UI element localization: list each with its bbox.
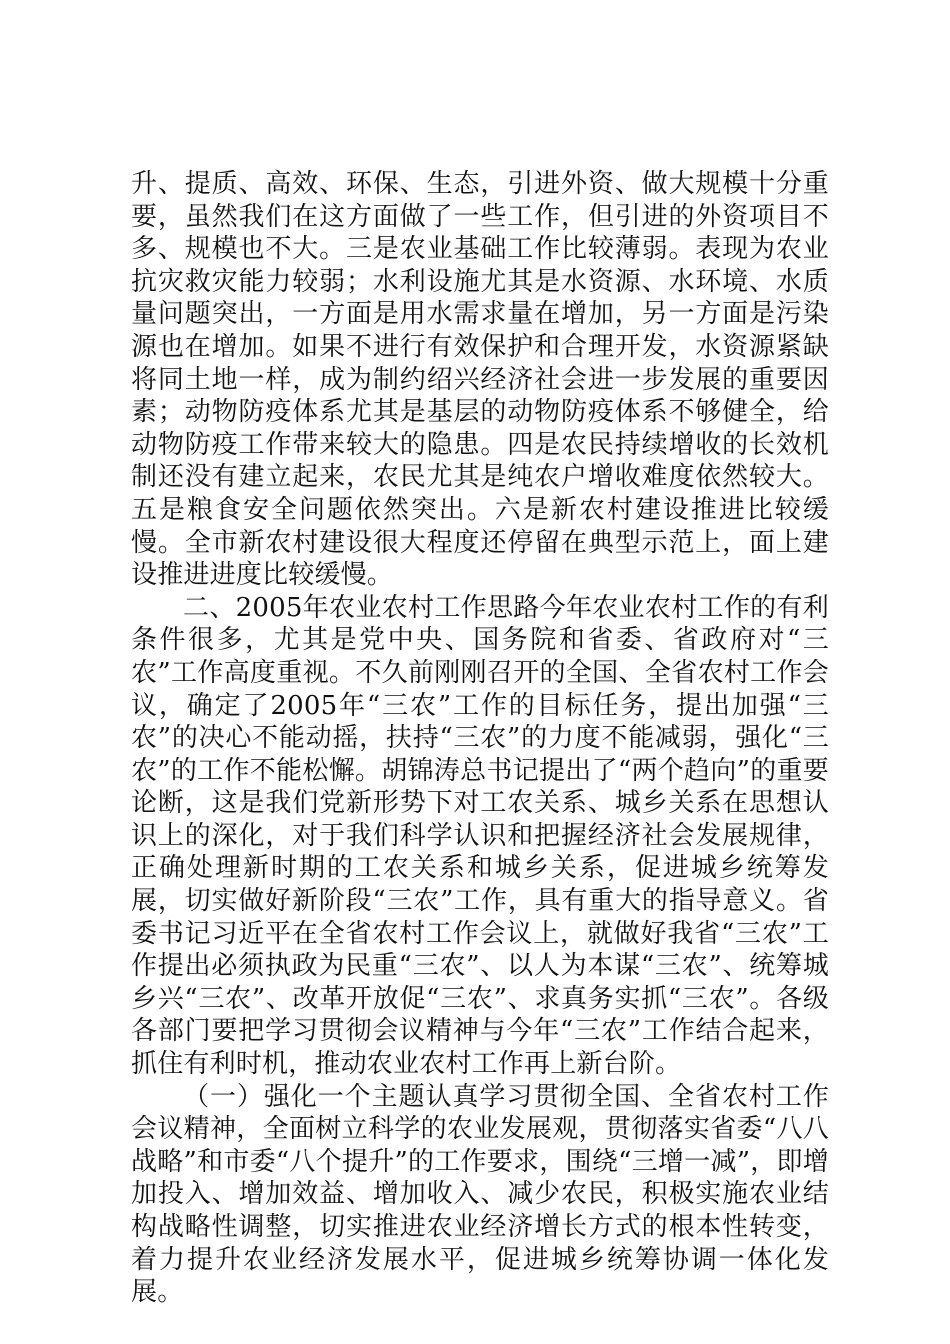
paragraph-work-approach: 二、2005年农业农村工作思路今年农业农村工作的有利条件很多，尤其是党中央、国务院和省委、省政府对“三农”工作高度重视。不久前刚刚召开的全国、全省农村工作会议，确定了2005年“三农”工作的目标任务，提出加强“三农”的决心不能动摇，扶持“三农”的力度不能减弱，强化“三农”的工作不能松懈。胡锦涛总书记提出了“两个趋向”的重要论断，这是我们党新形势下对工农关系、城乡关系在思想认识上的深化，对于我们科学认识和把握经济社会发展规律，正确处理新时期的工农关系和城乡关系，促进城乡统筹发展，切实做好新阶段“三农”工作，具有重大的指导意义。省委书记习近平在全省农村工作会议上，就做好我省“三农”工作提出必须执政为民重“三农”、以人为本谋“三农”、统筹城乡兴“三农”、改革开放促“三农”、求真务实抓“三农”。各级各部门要把学习贯彻会议精神与今年“三农”工作结合起来，抓住有利时机，推动农业农村工作再上新台阶。 [131,592,829,1080]
paragraph-continuation: 升、提质、高效、环保、生态，引进外资、做大规模十分重要，虽然我们在这方面做了一些工作，但引进的外资项目不多、规模也不大。三是农业基础工作比较薄弱。表现为农业抗灾救灾能力较弱；水利设施尤其是水资源、水环境、水质量问题突出，一方面是用水需求量在增加，另一方面是污染源也在增加。如果不进行有效保护和合理开发，水资源紧缺将同土地一样，成为制约绍兴经济社会进一步发展的重要因素；动物防疫体系尤其是基层的动物防疫体系不够健全，给动物防疫工作带来较大的隐患。四是农民持续增收的长效机制还没有建立起来，农民尤其是纯农户增收难度依然较大。五是粮食安全问题依然突出。六是新农村建设推进比较缓慢。全市新农村建设很大程度还停留在典型示范上，面上建设推进进度比较缓慢。 [131,169,829,591]
document-body [131,168,829,1309]
paragraph-main-theme: （一）强化一个主题认真学习贯彻全国、全省农村工作会议精神，全面树立科学的农业发展观，贯彻落实省委“八八战略”和市委“八个提升”的工作要求，围绕“三增一减”，即增加投入、增加效益、增加收入、减少农民，积极实施农业结构战略性调整，切实推进农业经济增长方式的根本性转变，着力提升农业经济发展水平，促进城乡统筹协调一体化发展。 [131,1081,829,1308]
